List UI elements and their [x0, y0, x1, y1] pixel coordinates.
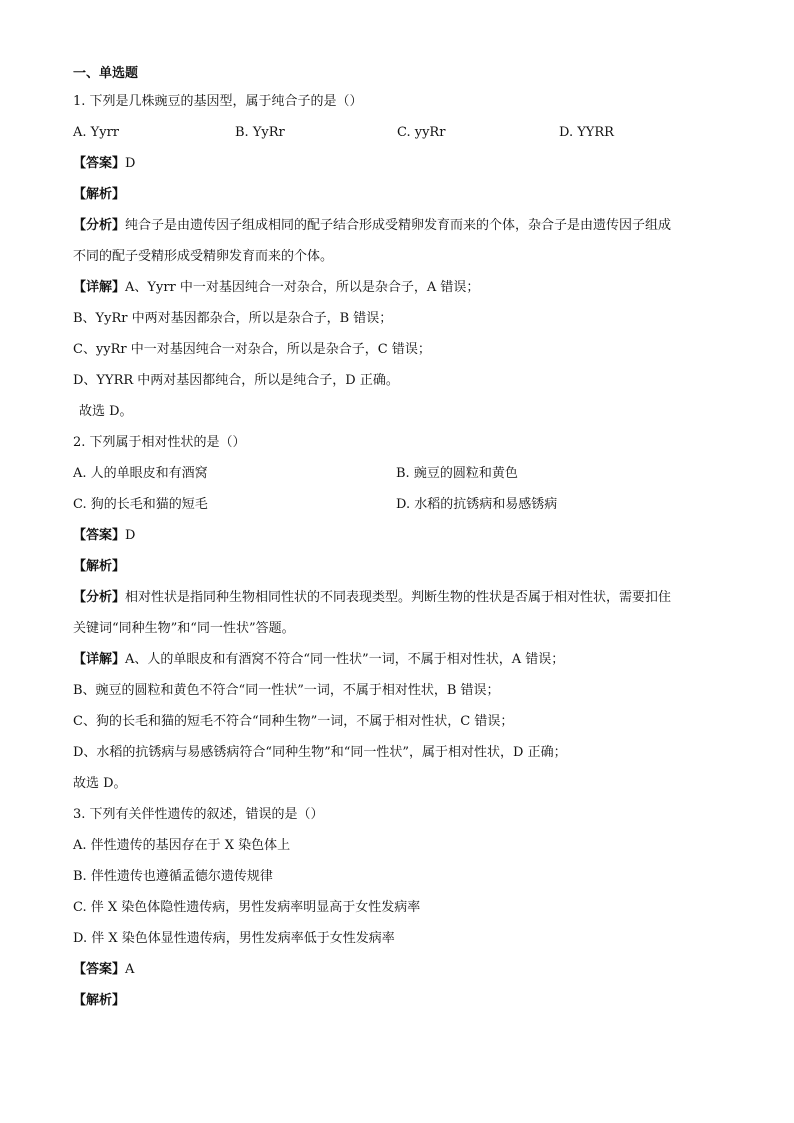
question-2-stem: 2. 下列属于相对性状的是（） — [73, 435, 246, 450]
q3-option-a: A. 伴性遗传的基因存在于 X 染色体上 — [73, 838, 291, 853]
q2-xiangjie-line-4: D、水稻的抗锈病与易感锈病符合“同种生物”和“同一性状”，属于相对性状，D 正确； — [73, 745, 567, 760]
q2-option-d: D. 水稻的抗锈病和易感锈病 — [396, 497, 558, 512]
q2-answer-line — [73, 524, 734, 555]
q2-conclusion: 故选 D。 — [73, 776, 127, 791]
q2-option-c: C. 狗的长毛和猫的短毛 — [73, 497, 208, 512]
q1-jiexi-line — [73, 183, 734, 214]
q2-jiexi-tag: 【解析】 — [73, 559, 126, 574]
q1-answer: D — [125, 156, 136, 171]
q2-xiangjie-line-2: B、豌豆的圆粒和黄色不符合“同一性状”一词，不属于相对性状，B 错误； — [73, 683, 500, 698]
question-1-options — [73, 121, 734, 152]
q2-fenxi-tag: 【分析】 — [73, 590, 126, 605]
q1-fenxi-text-1: 纯合子是由遗传因子组成相同的配子结合形成受精卵发育而来的个体，杂合子是由遗传因子组成 — [125, 218, 672, 233]
q1-fenxi-tag: 【分析】 — [73, 218, 126, 233]
q1-xiangjie-line-1 — [73, 276, 734, 307]
q3-answer: A — [125, 962, 135, 977]
q1-xiangjie-line-3: C、yyRr 中一对基因纯合一对杂合，所以是杂合子，C 错误； — [73, 342, 431, 357]
q2-fenxi-line-1 — [73, 586, 734, 617]
q3-option-b: B. 伴性遗传也遵循孟德尔遗传规律 — [73, 869, 273, 884]
q1-answer-line — [73, 152, 734, 183]
q1-jiexi-tag: 【解析】 — [73, 187, 126, 202]
q1-fenxi-line-2: 不同的配子受精形成受精卵发育而来的个体。 — [73, 249, 334, 264]
q3-jiexi-tag: 【解析】 — [73, 993, 126, 1008]
question-3-stem: 3. 下列有关伴性遗传的叙述，错误的是（） — [73, 807, 324, 822]
q2-xiangjie-line-3: C、狗的长毛和猫的短毛不符合“同种生物”一词，不属于相对性状，C 错误； — [73, 714, 514, 729]
q2-fenxi-line-2: 关键词“同种生物”和“同一性状”答题。 — [73, 621, 295, 636]
q2-xiangjie-text-1: A、人的单眼皮和有酒窝不符合“同一性状”一词，不属于相对性状，A 错误； — [125, 652, 565, 667]
q1-fenxi-line-1 — [73, 214, 734, 245]
q2-option-a: A. 人的单眼皮和有酒窝 — [73, 466, 208, 481]
q3-jiexi-line — [73, 989, 734, 1020]
q1-option-b: B. YyRr — [235, 125, 285, 140]
q3-option-d: D. 伴 X 染色体显性遗传病，男性发病率低于女性发病率 — [73, 931, 395, 946]
q2-answer: D — [125, 528, 136, 543]
q1-option-c: C. yyRr — [397, 125, 446, 140]
q3-answer-tag: 【答案】 — [73, 962, 126, 977]
q1-xiangjie-text-1: A、Yyrr 中一对基因纯合一对杂合，所以是杂合子，A 错误； — [125, 280, 480, 295]
q1-xiangjie-line-2: B、YyRr 中两对基因都杂合，所以是杂合子，B 错误； — [73, 311, 393, 326]
q1-answer-tag: 【答案】 — [73, 156, 126, 171]
q2-jiexi-line — [73, 555, 734, 586]
q2-option-b: B. 豌豆的圆粒和黄色 — [396, 466, 518, 481]
q3-option-c: C. 伴 X 染色体隐性遗传病，男性发病率明显高于女性发病率 — [73, 900, 421, 915]
q1-option-a: A. Yyrr — [73, 125, 120, 140]
q1-option-d: D. YYRR — [559, 125, 614, 140]
q2-xiangjie-line-1 — [73, 648, 734, 679]
q2-xiangjie-tag: 【详解】 — [73, 652, 126, 667]
q3-answer-line — [73, 958, 734, 989]
question-2-options-row-1 — [73, 462, 734, 493]
q1-xiangjie-line-4: D、YYRR 中两对基因都纯合，所以是纯合子，D 正确。 — [73, 373, 399, 388]
q1-conclusion: 故选 D。 — [79, 404, 133, 419]
q1-xiangjie-tag: 【详解】 — [73, 280, 126, 295]
section-title: 一、单选题 — [73, 66, 139, 81]
question-1-stem: 1. 下列是几株豌豆的基因型，属于纯合子的是（） — [73, 94, 363, 109]
q2-fenxi-text-1: 相对性状是指同种生物相同性状的不同表现类型。判断生物的性状是否属于相对性状，需要扣住 — [125, 590, 672, 605]
q2-answer-tag: 【答案】 — [73, 528, 126, 543]
question-2-options-row-2 — [73, 493, 734, 524]
